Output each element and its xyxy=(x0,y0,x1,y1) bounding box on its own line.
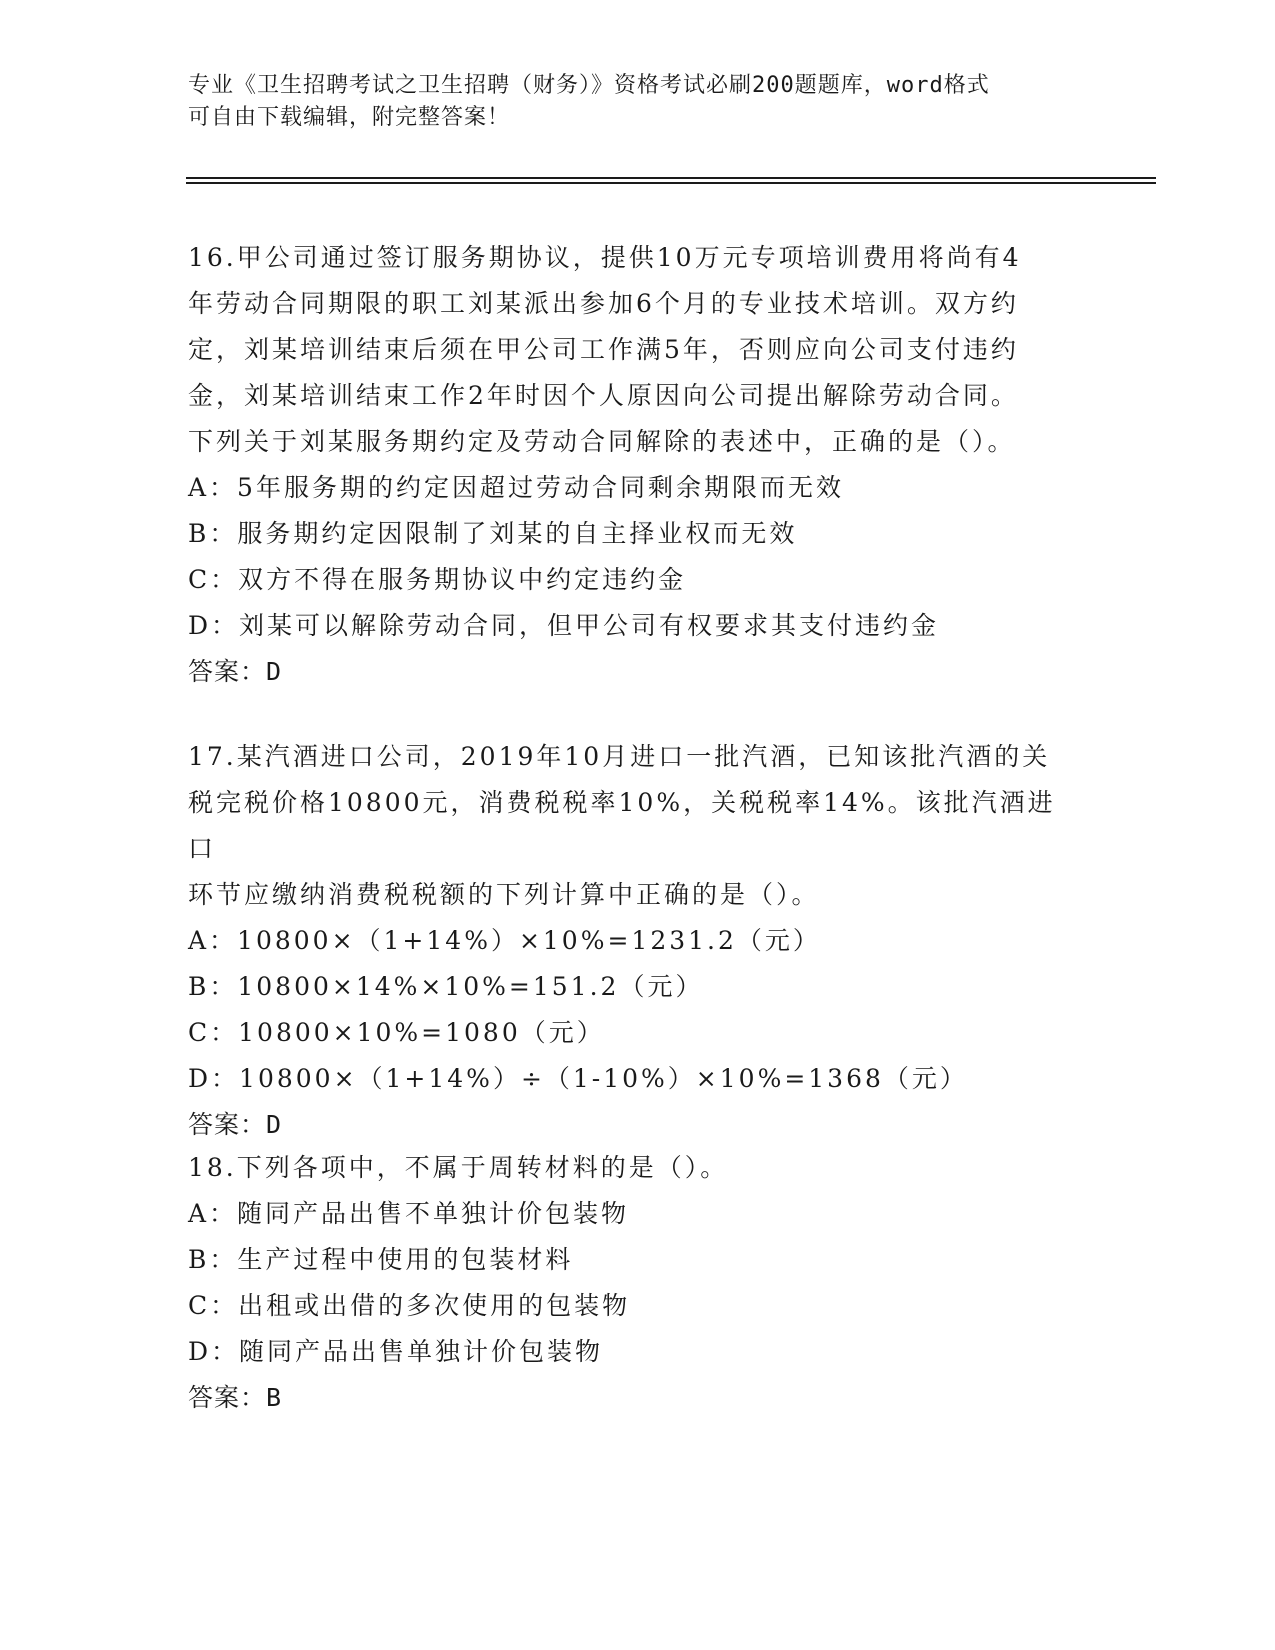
header-line-2: 可自由下载编辑，附完整答案！ xyxy=(188,105,511,130)
header-divider-top xyxy=(186,177,1156,179)
question-stem-line: 税完税价格10800元，消费税税率10%，关税税率14%。该批汽酒进口 xyxy=(188,788,1056,863)
question-18 xyxy=(188,1145,1068,1421)
option-c: C：出租或出借的多次使用的包装物 xyxy=(188,1291,631,1320)
answer-label: 答案：D xyxy=(188,657,283,686)
option-a: A：随同产品出售不单独计价包装物 xyxy=(188,1199,630,1228)
question-stem-line: 下列关于刘某服务期约定及劳动合同解除的表述中，正确的是（）。 xyxy=(188,427,1016,456)
question-17 xyxy=(188,734,1068,1148)
header-divider-bottom xyxy=(186,182,1156,184)
option-c: C：双方不得在服务期协议中约定违约金 xyxy=(188,565,687,594)
header-line-1: 专业《卫生招聘考试之卫生招聘（财务）》资格考试必刷200题题库，word格式 xyxy=(188,73,990,98)
question-stem-line: 18.下列各项中，不属于周转材料的是（）。 xyxy=(188,1153,729,1182)
option-d: D：10800×（1+14%）÷（1-10%）×10%=1368（元） xyxy=(188,1064,968,1093)
option-a: A：5年服务期的约定因超过劳动合同剩余期限而无效 xyxy=(188,473,844,502)
question-stem-line: 金，刘某培训结束工作2年时因个人原因向公司提出解除劳动合同。 xyxy=(188,381,1019,410)
option-d: D：刘某可以解除劳动合同，但甲公司有权要求其支付违约金 xyxy=(188,611,940,640)
option-d: D：随同产品出售单独计价包装物 xyxy=(188,1337,604,1366)
question-16 xyxy=(188,235,1068,695)
option-b: B：10800×14%×10%=151.2（元） xyxy=(188,972,704,1001)
answer-label: 答案：B xyxy=(188,1383,283,1412)
question-stem-line: 17.某汽酒进口公司，2019年10月进口一批汽酒，已知该批汽酒的关 xyxy=(188,742,1051,771)
answer-label: 答案：D xyxy=(188,1110,283,1139)
question-stem-line: 16.甲公司通过签订服务期协议，提供10万元专项培训费用将尚有4 xyxy=(188,243,1022,272)
option-a: A：10800×（1+14%）×10%=1231.2（元） xyxy=(188,926,821,955)
question-stem-line: 定，刘某培训结束后须在甲公司工作满5年，否则应向公司支付违约 xyxy=(188,335,1019,364)
question-stem-line: 年劳动合同期限的职工刘某派出参加6个月的专业技术培训。双方约 xyxy=(188,289,1019,318)
question-stem-line: 环节应缴纳消费税税额的下列计算中正确的是（）。 xyxy=(188,880,820,909)
option-b: B：生产过程中使用的包装材料 xyxy=(188,1245,574,1274)
page-header xyxy=(188,70,1088,134)
option-c: C：10800×10%=1080（元） xyxy=(188,1018,605,1047)
option-b: B：服务期约定因限制了刘某的自主择业权而无效 xyxy=(188,519,798,548)
